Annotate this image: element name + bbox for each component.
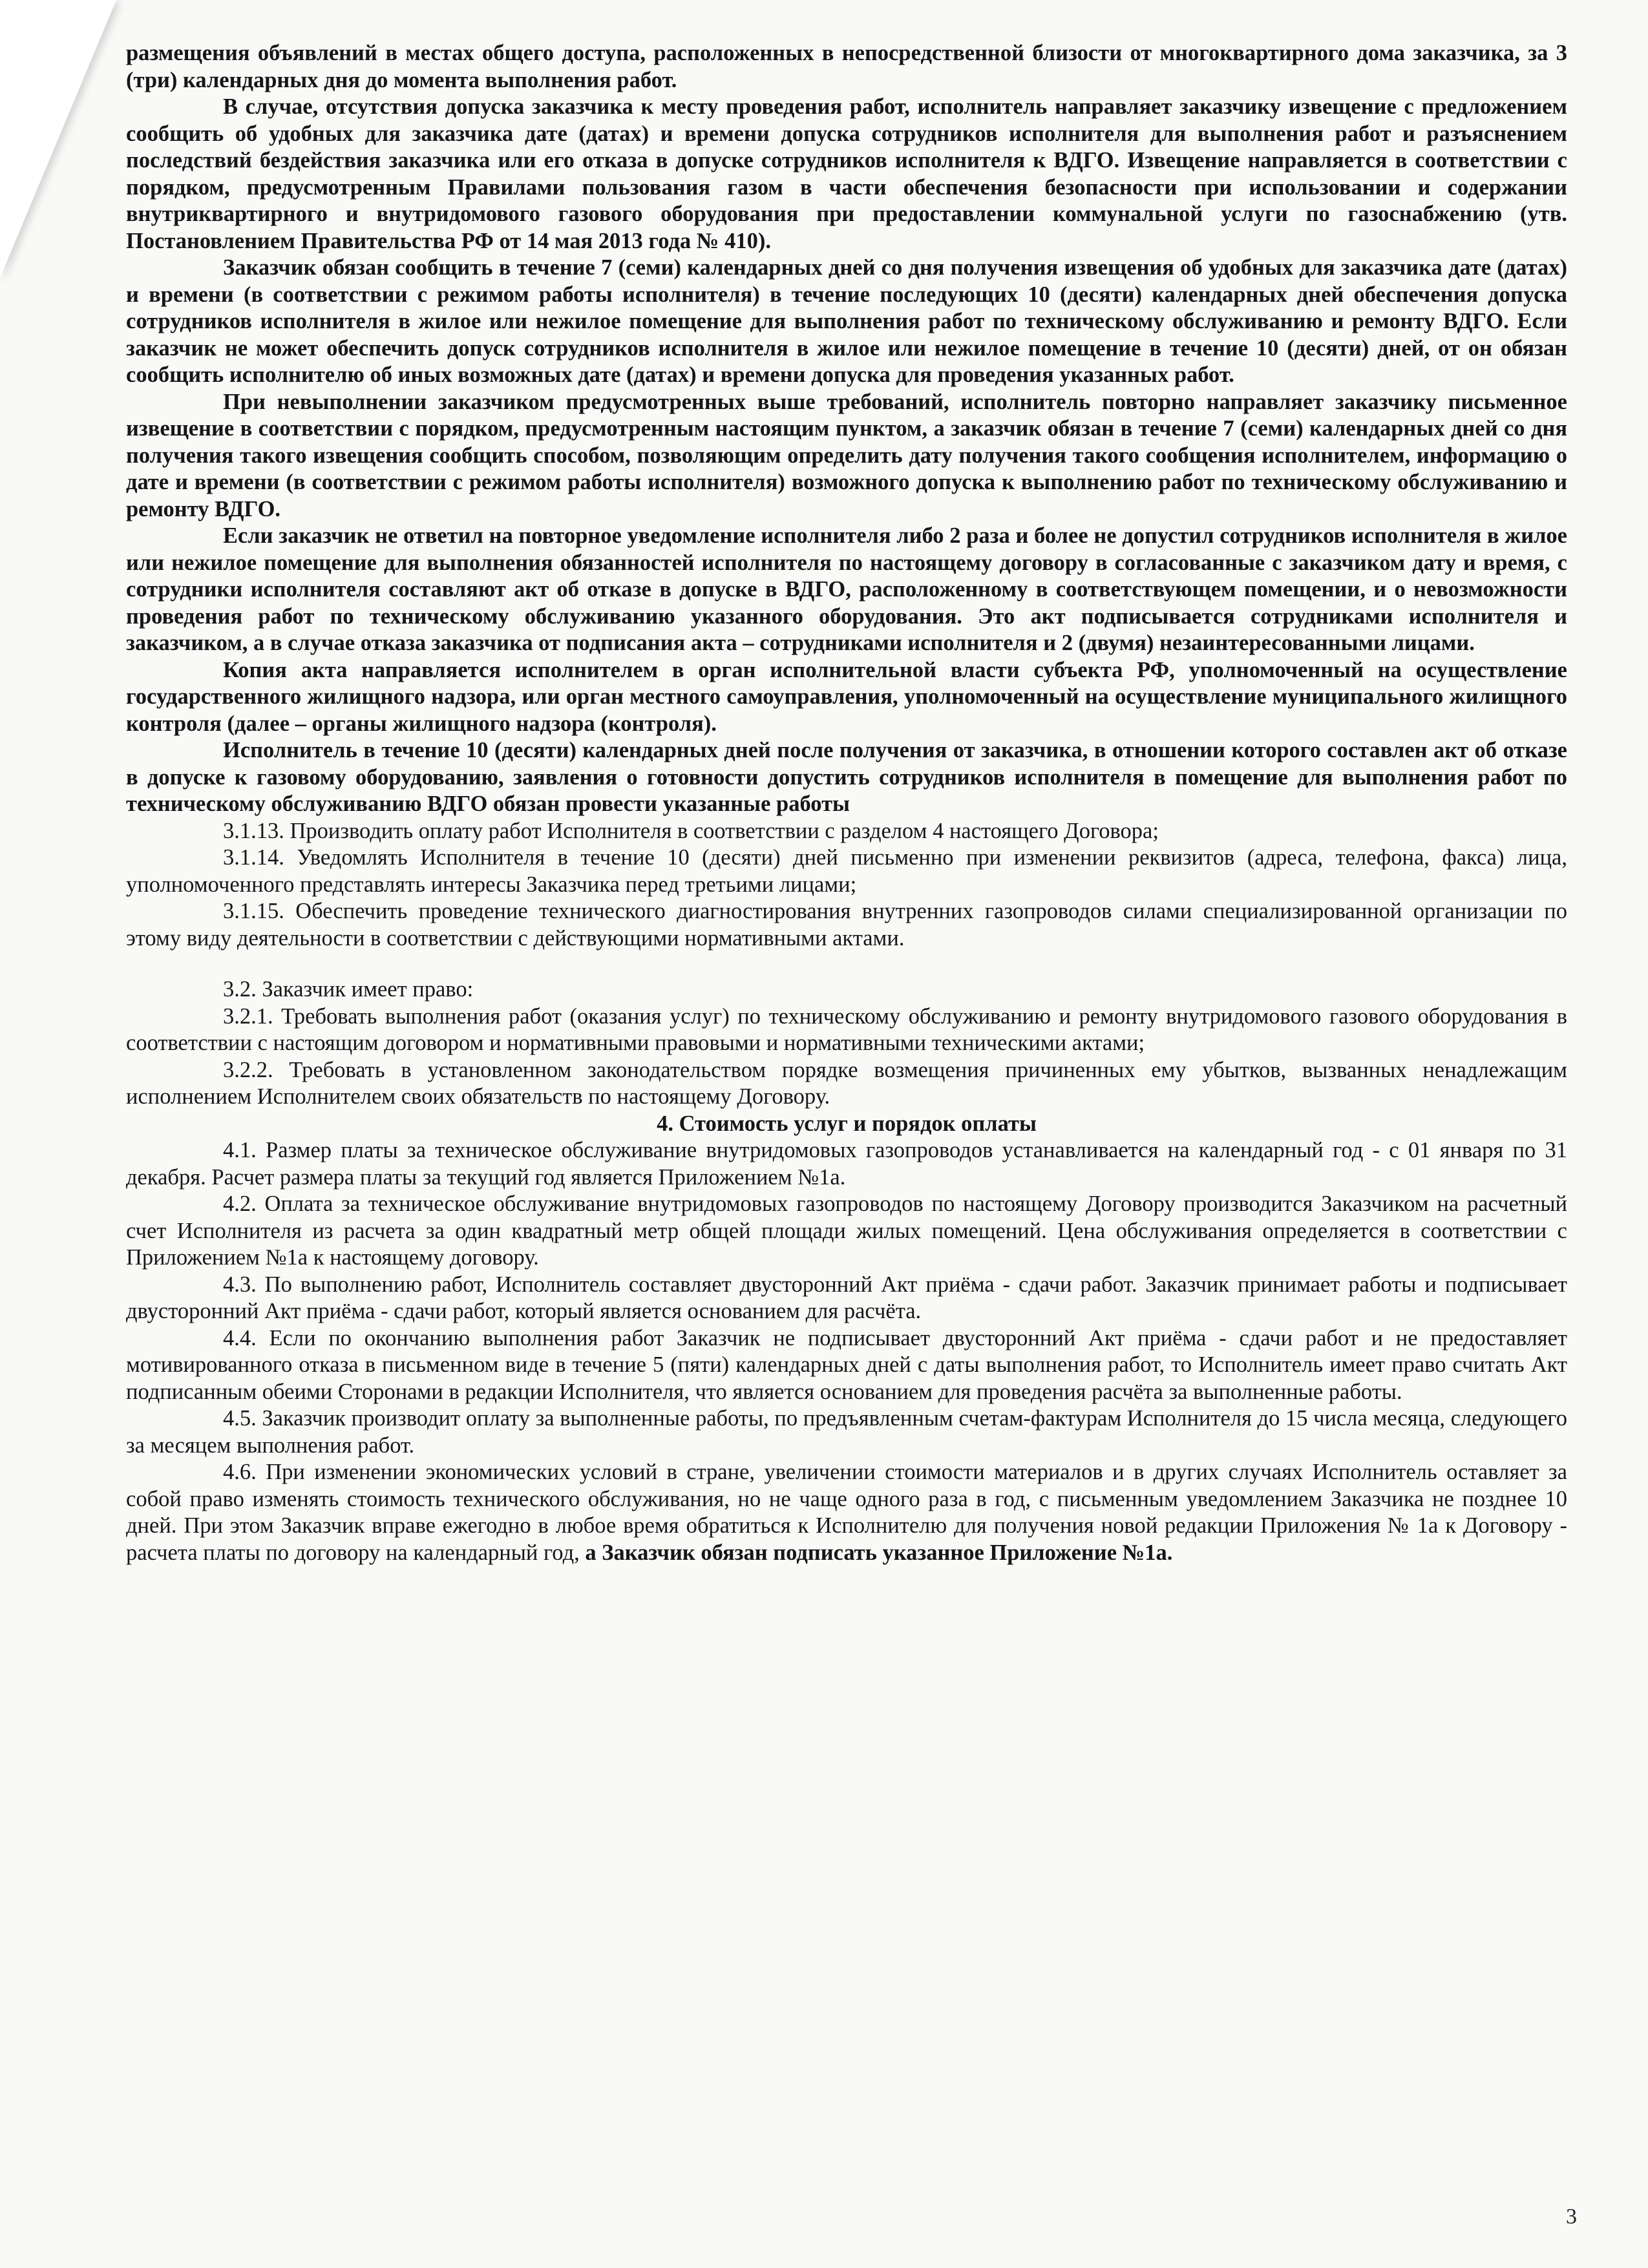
section-4-title: 4. Стоимость услуг и порядок оплаты — [657, 1111, 1037, 1136]
clause-4-4: 4.4. Если по окончанию выполнения работ Заказчик не подписывает двусторонний Акт приёма - сдачи работ и не предоставляет мотивированного отказа в письменном виде в течение 5 (пяти) календарных дней с даты выполнения работ, то Исполнитель имеет право считать Акт подписанным обеими Сторонами в редакции Исполнителя, что является основанием для проведения расчёта за выполненные работы. — [126, 1325, 1567, 1404]
clause-3-1-14: 3.1.14. Уведомлять Исполнителя в течение 10 (десяти) дней письменно при изменении реквизитов (адреса, телефона, факса) лица, уполномоченного представлять интересы Заказчика перед третьими лицами; — [126, 845, 1567, 897]
paragraph-refusal-act: Если заказчик не ответил на повторное уведомление исполнителя либо 2 раза и более не допустил сотрудников исполнителя в жилое или нежилое помещение для выполнения обязанностей исполнителя по настоящему договору в согласованные с заказчиком дату и время, с сотрудники исполнителя составляют акт об отказе в допуске в ВДГО, расположенному в соответствующем помещении, и о невозможности проведения работ по техническому обслуживанию указанного оборудования. Это акт подписывается сотрудниками исполнителя и заказчиком, а в случае отказа заказчика от подписания акта – сотрудниками исполнителя и 2 (двумя) незаинтересованными лицами. — [126, 523, 1567, 655]
spacer — [126, 952, 1567, 976]
clause-3-2: 3.2. Заказчик имеет право: — [223, 977, 474, 1002]
clause-4-1: 4.1. Размер платы за техническое обслуживание внутридомовых газопроводов устанавливается на календарный год - с 01 января по 31 декабря. Расчет размера платы за текущий год является Приложением №1а. — [126, 1138, 1567, 1190]
paragraph-readiness: Исполнитель в течение 10 (десяти) календарных дней после получения от заказчика, в отношении которого составлен акт об отказе в допуске к газовому оборудованию, заявления о готовности допустить сотрудников исполнителя в помещение для выполнения работ по техническому обслуживанию ВДГО обязан провести указанные работы — [126, 738, 1567, 816]
clause-4-6-bold-text: а Заказчик обязан подписать указанное Приложение №1а. — [585, 1540, 1173, 1565]
paragraph-repeat-notice: При невыполнении заказчиком предусмотренных выше требований, исполнитель повторно направляет заказчику письменное извещение в соответствии с порядком, предусмотренным настоящим пунктом, а заказчик обязан в течение 7 (семи) календарных дней со дня получения такого извещения сообщить способом, позволяющим определить дату получения такого сообщения исполнителем, информацию о дате и времени (в соответствии с режимом работы исполнителя) возможного допуска к выполнению работ по техническому обслуживанию и ремонту ВДГО. — [126, 389, 1567, 521]
page-number: 3 — [1566, 2205, 1577, 2229]
clause-4-3: 4.3. По выполнению работ, Исполнитель составляет двусторонний Акт приёма - сдачи работ. Заказчик принимает работы и подписывает двусторонний Акт приёма - сдачи работ, который является основанием для расчёта. — [126, 1272, 1567, 1323]
paragraph-continuation: размещения объявлений в местах общего доступа, расположенных в непосредственной близости от многоквартирного дома заказчика, за 3 (три) календарных дня до момента выполнения работ. — [126, 41, 1567, 92]
clause-4-2: 4.2. Оплата за техническое обслуживание внутридомовых газопроводов по настоящему Договору производится Заказчиком на расчетный счет Исполнителя из расчета за один квадратный метр общей площади жилых помещений. Цена обслуживания определяется в соответствии с Приложением №1а к настоящему договору. — [126, 1192, 1567, 1270]
clause-3-2-2: 3.2.2. Требовать в установленном законодательством порядке возмещения причиненных ему убытков, вызванных ненадлежащим исполнением Исполнителем своих обязательств по настоящему Договору. — [126, 1057, 1567, 1109]
clause-4-6 — [126, 1459, 1567, 1566]
clause-4-5: 4.5. Заказчик производит оплату за выполненные работы, по предъявленным счетам-фактурам Исполнителя до 15 числа месяца, следующего за месяцем выполнения работ. — [126, 1406, 1567, 1458]
paragraph-no-access: В случае, отсутствия допуска заказчика к месту проведения работ, исполнитель направляет заказчику извещение с предложением сообщить об удобных для заказчика дате (датах) и времени допуска сотрудников исполнителя для выполнения работ и разъяснением последствий бездействия заказчика или его отказа в допуске сотрудников исполнителя к ВДГО. Извещение направляется в соответствии с порядком, предусмотренным Правилами пользования газом в части обеспечения безопасности при использовании и содержании внутриквартирного и внутридомового газового оборудования при предоставлении коммунальной услуги по газоснабжению (утв. Постановлением Правительства РФ от 14 мая 2013 года № 410). — [126, 94, 1567, 253]
paragraph-act-copy: Копия акта направляется исполнителем в орган исполнительной власти субъекта РФ, уполномоченный на осуществление государственного жилищного надзора, или орган местного самоуправления, уполномоченный на осуществление муниципального жилищного контроля (далее – органы жилищного надзора (контроля). — [126, 657, 1567, 736]
clause-4-6-text: 4.6. При изменении экономических условий в стране, увеличении стоимости материалов и в других случаях Исполнитель оставляет за собой право изменять стоимость технического обслуживания, но не чаще одного раза в год, с письменным уведомлением Заказчика не позднее 10 дней. При этом Заказчик вправе ежегодно в любое время обратиться к Исполнителю для получения новой редакции Приложения № 1а к Договору - расчета платы по договору на календарный год, — [126, 1460, 1567, 1565]
paragraph-customer-obligation: Заказчик обязан сообщить в течение 7 (семи) календарных дней со дня получения извещения об удобных для заказчика дате (датах) и времени (в соответствии с режимом работы исполнителя) в течение последующих 10 (десяти) календарных дней обеспечения допуска сотрудников исполнителя в жилое или нежилое помещение для выполнения работ по техническому обслуживанию и ремонту ВДГО. Если заказчик не может обеспечить допуск сотрудников исполнителя в жилое или нежилое помещение в течение 10 (десяти) дней, от он обязан сообщить исполнителю об иных возможных дате (датах) и времени допуска для проведения указанных работ. — [126, 255, 1567, 387]
clause-3-1-15: 3.1.15. Обеспечить проведение технического диагностирования внутренних газопроводов силами специализированной организации по этому виду деятельности в соответствии с действующими нормативными актами. — [126, 899, 1567, 950]
folded-corner — [0, 0, 116, 278]
document-body — [126, 40, 1567, 1566]
clause-3-1-13: 3.1.13. Производить оплату работ Исполнителя в соответствии с разделом 4 настоящего Договора; — [223, 818, 1159, 843]
clause-3-2-1: 3.2.1. Требовать выполнения работ (оказания услуг) по техническому обслуживанию и ремонту внутридомового газового оборудования в соответствии с настоящим договором и нормативными правовыми и нормативными техническими актами; — [126, 1003, 1567, 1055]
